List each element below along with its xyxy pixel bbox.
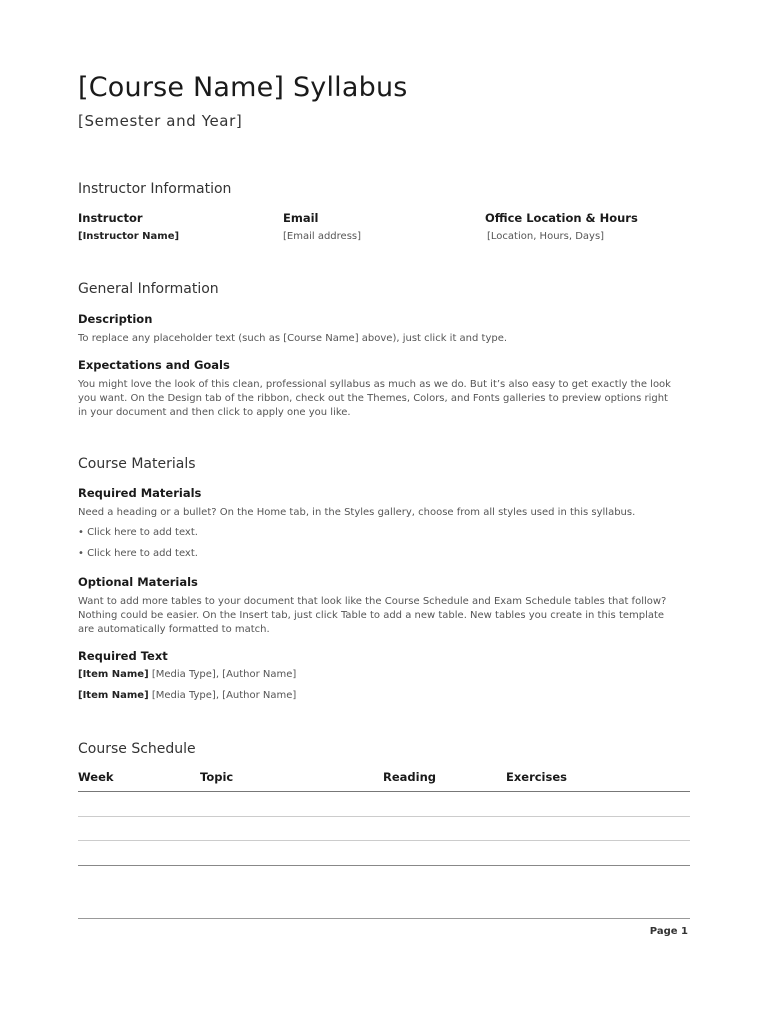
office-label: Office Location & Hours	[485, 211, 638, 225]
schedule-header-divider	[78, 791, 690, 792]
schedule-col-topic: Topic	[200, 770, 234, 784]
optional-line: Want to add more tables to your document that look like the Course Schedule and Exam Schedule tables that follow?	[78, 596, 667, 607]
required-materials-text[interactable]: Need a heading or a bullet? On the Home tab, in the Styles gallery, choose from all styles used in this syllabus.	[78, 507, 636, 518]
instructor-name-value[interactable]: [Instructor Name]	[78, 231, 180, 242]
optional-line: are automatically formatted to match.	[78, 624, 270, 635]
email-label: Email	[283, 211, 319, 225]
instructor-label: Instructor	[78, 211, 143, 225]
required-materials-heading: Required Materials	[78, 486, 202, 500]
schedule-bottom-divider	[78, 865, 690, 866]
footer-divider	[78, 918, 690, 919]
description-heading: Description	[78, 312, 153, 326]
schedule-col-week: Week	[78, 770, 114, 784]
item-details: [Media Type], [Author Name]	[148, 690, 297, 701]
expectations-line: in your document and then click to apply one you like.	[78, 407, 351, 418]
required-text-item[interactable]	[78, 690, 296, 701]
optional-materials-heading: Optional Materials	[78, 575, 198, 589]
document-title[interactable]: [Course Name] Syllabus	[78, 72, 408, 103]
required-text-heading: Required Text	[78, 649, 168, 663]
document-subtitle[interactable]: [Semester and Year]	[78, 112, 243, 130]
schedule-col-exercises: Exercises	[506, 770, 567, 784]
bullet-item[interactable]: • Click here to add text.	[78, 527, 198, 538]
optional-materials-text[interactable]	[78, 595, 693, 637]
schedule-col-reading: Reading	[383, 770, 437, 784]
section-heading-instructor: Instructor Information	[78, 181, 232, 197]
page-number: Page 1	[649, 926, 688, 937]
item-details: [Media Type], [Author Name]	[148, 669, 297, 680]
office-value[interactable]: [Location, Hours, Days]	[487, 231, 605, 242]
expectations-text[interactable]	[78, 378, 693, 420]
item-name: [Item Name]	[78, 690, 149, 701]
expectations-line: You might love the look of this clean, professional syllabus as much as we do. But it’s also easy to get exactly the look	[78, 379, 671, 390]
description-text[interactable]: To replace any placeholder text (such as [Course Name] above), just click it and type.	[78, 333, 508, 344]
bullet-item[interactable]: • Click here to add text.	[78, 548, 198, 559]
schedule-row-divider	[78, 840, 690, 841]
section-heading-general: General Information	[78, 281, 219, 297]
optional-line: Nothing could be easier. On the Insert tab, just click Table to add a new table. New tables you create in this template	[78, 610, 665, 621]
email-value[interactable]: [Email address]	[283, 231, 362, 242]
schedule-row-divider	[78, 816, 690, 817]
expectations-line: you want. On the Design tab of the ribbon, check out the Themes, Colors, and Fonts galleries to preview options right	[78, 393, 668, 404]
section-heading-materials: Course Materials	[78, 456, 196, 472]
item-name: [Item Name]	[78, 669, 149, 680]
section-heading-schedule: Course Schedule	[78, 741, 196, 757]
required-text-item[interactable]	[78, 669, 296, 680]
expectations-heading: Expectations and Goals	[78, 358, 230, 372]
